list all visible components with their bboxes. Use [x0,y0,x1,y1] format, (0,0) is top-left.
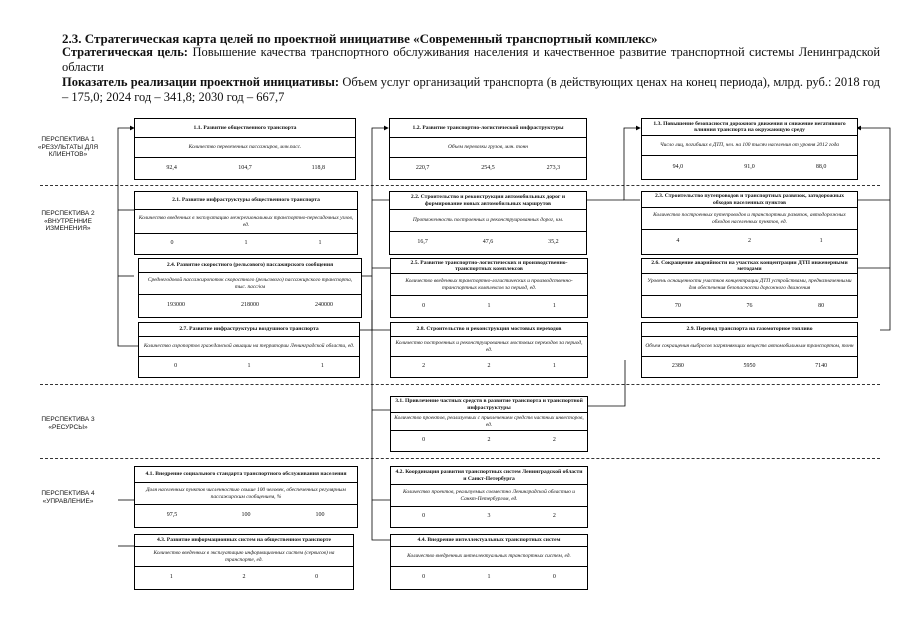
indicator-text: Объем услуг организаций транспорта (в действующих ценах на конец периода), млрд. руб.: 2018 год – 175,0; 2024 год – 341,8; 2030 год – 667,7 [62,75,880,104]
value-2018: 0 [422,437,426,443]
value-2024: 2 [748,238,751,244]
goal-title: 2.3. Строительство путепроводов и транспортных развязок, затодорожных обходов населенных пунктов [642,192,857,208]
goal-1-1-card [134,118,356,180]
value-2030: 0 [552,574,556,580]
value-2018: 193000 [167,302,185,308]
goal-title: 2.1. Развитие инфраструктуры общественного транспорта [135,192,357,210]
value-2018: 4 [676,238,680,244]
perspective-1-label: ПЕРСПЕКТИВА 1 «РЕЗУЛЬТАТЫ ДЛЯ КЛИЕНТОВ» [37,136,99,158]
goal-3-1-card [390,396,588,452]
goal-values [135,234,357,252]
value-2030: 1 [320,363,324,369]
goal-values [139,295,361,315]
goal-indicator: Количество проектов, реализуемых совместно Ленинградской областью и Санкт-Петербургом, ед. [391,485,587,507]
goal-4-4-card [390,534,588,590]
goal-values [642,296,857,315]
value-2018: 92,4 [166,164,177,171]
goal-title: 2.8. Строительство и реконструкция мостовых переходов [391,323,587,337]
goal-2-3-card [641,191,858,255]
value-2030: 88,0 [815,163,827,170]
goal-indicator: Количество введенных транспортно-логистических и производственно-транспортных комплексов за период, ед. [391,274,587,296]
value-2018: 2380 [671,363,684,369]
value-2024: 104,7 [238,164,252,171]
goal-title: 2.5. Развитие транспортно-логистических и производственно-транспортных комплексов [391,259,587,274]
goal-indicator: Число лиц, погибших в ДТП, чел. на 100 тысяч населения от уровня 2012 года [642,136,857,156]
goal-2-5-card [390,258,588,318]
value-2030: 2 [552,437,556,443]
goal-values [391,296,587,315]
value-2024: 2 [487,363,491,369]
goal-indicator: Объем сокращения выбросов загрязняющих веществ автомобильным транспортом, тонн [642,337,857,357]
goal-indicator: Количество введенных в эксплуатацию межрегиональных транспортно-пересадочных узлов, ед. [135,210,357,234]
value-2018: 0 [422,302,426,309]
goal-title: 4.4. Внедрение интеллектуальных транспортных систем [391,535,587,547]
value-2030: 35,2 [548,239,559,245]
value-2018: 0 [422,574,426,580]
goal-indicator: Количество построенных и реконструированных мостовых переходов за период, ед. [391,337,587,357]
value-2030: 273,3 [546,164,561,171]
perspective-2-label: ПЕРСПЕКТИВА 2 «ВНУТРЕННИЕ ИЗМЕНЕНИЯ» [41,210,95,232]
goal-values [135,567,353,587]
value-2024: 91,0 [744,163,755,170]
goal-indicator: Количество построенных путепроводов и транспортных развязок, автодорожных обходов населенных пунктов, ед. [642,208,857,230]
perspective-3-label: ПЕРСПЕКТИВА 3 «РЕСУРСЫ» [41,416,95,431]
goal-values [642,156,857,177]
goal-title: 1.1. Развитие общественного транспорта [135,119,355,138]
value-2018: 16,7 [417,239,428,245]
value-2024: 1 [487,574,491,580]
value-2018: 97,5 [166,512,178,518]
goal-values [390,158,586,177]
goal-indicator: Количество внедренных интеллектуальных транспортных систем, ед. [391,547,587,567]
value-2024: 1 [247,363,251,369]
goal-title: 2.7. Развитие инфраструктуры воздушного транспорта [139,323,359,337]
goal-indicator: Количество введенных в эксплуатацию информационных систем (сервисов) на транспорте, ед. [135,547,353,567]
value-2030: 1 [318,240,322,246]
goal-values [391,567,587,587]
goal-2-6-card [641,258,858,318]
value-2024: 47,6 [482,239,494,245]
goal-1-3-card [641,118,858,180]
goal-indicator: Доля населенных пунктов численностью свыше 100 человек, обеспеченных регулярным пассажирским сообщением, % [135,483,357,505]
goal-indicator: Уровень оснащенности участков концентрации ДТП устройствами, предназначенными для обеспечения безопасности дорожного движения [642,274,857,296]
goal-1-2-card [389,118,587,180]
goal-title: 1.3. Повышение безопасности дорожного движения и снижение негативного влияния транспорта на окружающую среду [642,119,857,136]
goal-indicator: Количество перевезенных пассажиров, млн.пасс. [135,138,355,158]
goal-values [642,357,857,375]
goal-2-2-card [389,191,587,255]
goal-title: 3.1. Привлечение частных средств в развитие транспорта и транспортной инфраструктуры [391,397,587,413]
goal-2-8-card [390,322,588,378]
goal-2-1-card [134,191,358,255]
goal-title: 1.2. Развитие транспортно-логистической инфраструктуры [390,119,586,138]
page-title: 2.3. Стратегическая карта целей по проектной инициативе «Современный транспортный комплекс» [62,31,658,46]
value-2018: 70 [674,302,681,309]
goal-title: 4.3. Развитие информационных систем на общественном транспорте [135,535,353,547]
goal-values [135,158,355,177]
goal-title: 4.2. Координация развития транспортных систем Ленинградской области и Санкт-Петербурга [391,467,587,485]
goal-values [642,230,857,252]
value-2024: 3 [487,513,491,519]
goal-text: Повышение качества транспортного обслуживания населения и качественное развитие транспортной системы Ленинградской области [62,45,881,74]
value-2030: 80 [818,302,825,309]
goal-4-1-card [134,466,358,528]
value-2018: 0 [170,240,174,246]
goal-indicator: Протяженность построенных и реконструированных дорог, км. [390,210,586,232]
goal-title: 2.2. Строительство и реконструкция автомобильных дорог и формирование новых автомобильных маршрутов [390,192,586,210]
value-2024: 2 [242,574,246,580]
value-2018: 94,0 [672,163,684,170]
goal-2-4-card [138,258,362,318]
value-2024: 1 [487,302,491,309]
value-2030: 100 [315,512,325,518]
value-2018: 220,7 [415,164,430,171]
value-2024: 218000 [241,302,259,308]
goal-values [139,357,359,375]
value-2018: 0 [422,513,426,519]
value-2030: 2 [552,513,556,519]
value-2030: 0 [315,574,319,580]
value-2030: 1 [552,363,556,369]
goal-title: 4.1. Внедрение социального стандарта транспортного обслуживания населения [135,467,357,483]
value-2024: 1 [244,240,248,246]
goal-4-3-card [134,534,354,590]
value-2024: 5950 [743,363,756,369]
goal-indicator: Объем перевозки грузов, млн. тонн [390,138,586,158]
value-2024: 100 [241,512,251,518]
goal-values [390,232,586,252]
goal-4-2-card [390,466,588,528]
value-2024: 254,5 [481,164,495,171]
value-2030: 1 [552,302,556,309]
goal-values [391,431,587,449]
value-2024: 76 [746,302,753,309]
goal-2-9-card [641,322,858,378]
goal-values [391,357,587,375]
value-2018: 2 [422,363,426,369]
value-2018: 1 [169,574,173,580]
goal-title: 2.9. Перевод транспорта на газомоторное топливо [642,323,857,337]
goal-values [391,507,587,525]
value-2018: 0 [174,363,178,369]
goal-title: 2.6. Сокращение аварийности на участках концентрации ДТП инженерными методами [642,259,857,274]
goal-indicator: Количество проектов, реализуемых с привлечением средств частных инвесторов, ед. [391,413,587,431]
goal-title: 2.4. Развитие скоростного (рельсового) пассажирского сообщения [139,259,361,273]
value-2030: 7140 [815,363,828,369]
goal-2-7-card [138,322,360,378]
value-2030: 1 [819,238,823,244]
value-2030: 118,8 [311,164,325,171]
goal-indicator: Количество аэропортов гражданской авиации на территории Ленинградской области, ед. [139,337,359,357]
goal-label: Стратегическая цель: [62,45,188,59]
indicator-label: Показатель реализации проектной инициативы: [62,75,340,89]
value-2024: 2 [487,437,491,443]
goal-indicator: Среднегодовой пассажиропоток скоростного (рельсового) пассажирского транспорта, тыс. пасс/км [139,273,361,295]
goal-values [135,505,357,525]
perspective-4-label: ПЕРСПЕКТИВА 4 «УПРАВЛЕНИЕ» [41,490,95,505]
value-2030: 240000 [315,302,333,308]
